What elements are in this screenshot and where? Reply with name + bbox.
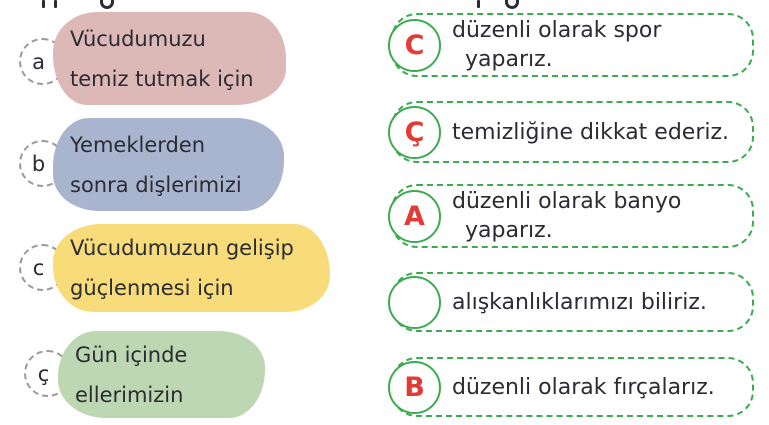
cropped-title-remnant [0,0,769,12]
answer-letter: C [404,30,425,61]
option-letter-label: c [32,255,45,280]
cropped-glyph-fragment [100,0,114,9]
answer-text-line: düzenli olarak spor [452,18,662,43]
prompt-text-line: sonra dişlerimizi [70,172,242,197]
cropped-glyph-fragment [42,0,45,8]
prompt-text-line: temiz tutmak için [70,66,254,91]
prompt-box-b [53,118,284,211]
answer-letter-circle [388,19,441,72]
answer-text-line: temizliğine dikkat ederiz. [452,119,730,145]
answer-box-2 [391,101,754,163]
option-letter-label: ç [37,361,50,386]
answer-box-1 [391,13,754,77]
answer-letter: Ç [404,117,425,148]
prompt-box-a [53,12,286,105]
prompt-box-c [53,224,330,312]
prompt-box-cedilla-c [58,331,265,418]
prompt-text-line: Gün içinde [75,342,188,367]
answer-text-line: düzenli olarak fırçalarız. [452,374,715,400]
answer-letter-circle [388,361,441,414]
answer-letter-circle-empty [388,276,441,329]
cropped-glyph-fragment [505,0,519,9]
option-letter-label: a [32,49,45,74]
cropped-glyph-fragment [54,0,57,8]
answer-text [452,274,746,330]
answer-text-line: yaparız. [465,218,553,243]
answer-text-line: yaparız. [465,47,553,72]
option-letter-label: b [31,151,46,176]
answer-letter: A [404,201,425,232]
answer-letter-circle [388,106,441,159]
prompt-text-line: Vücudumuzun gelişip [70,236,294,260]
answer-letter: B [404,372,425,403]
answer-letter-circle [388,190,441,243]
answer-box-5 [391,357,754,417]
prompt-text-line: Vücudumuzu [70,26,206,51]
answer-text [452,103,746,161]
answer-box-3 [391,184,754,248]
cropped-glyph-fragment [477,0,480,8]
prompt-text-line: güçlenmesi için [70,276,234,300]
answer-text-line: düzenli olarak banyo [452,189,682,214]
answer-text [452,186,746,246]
answer-text [452,15,746,75]
answer-text [452,359,746,415]
prompt-text-line: ellerimizin [75,382,184,407]
answer-box-4 [391,272,754,332]
prompt-text-line: Yemeklerden [70,132,206,157]
answer-text-line: alışkanlıklarımızı biliriz. [452,289,707,315]
